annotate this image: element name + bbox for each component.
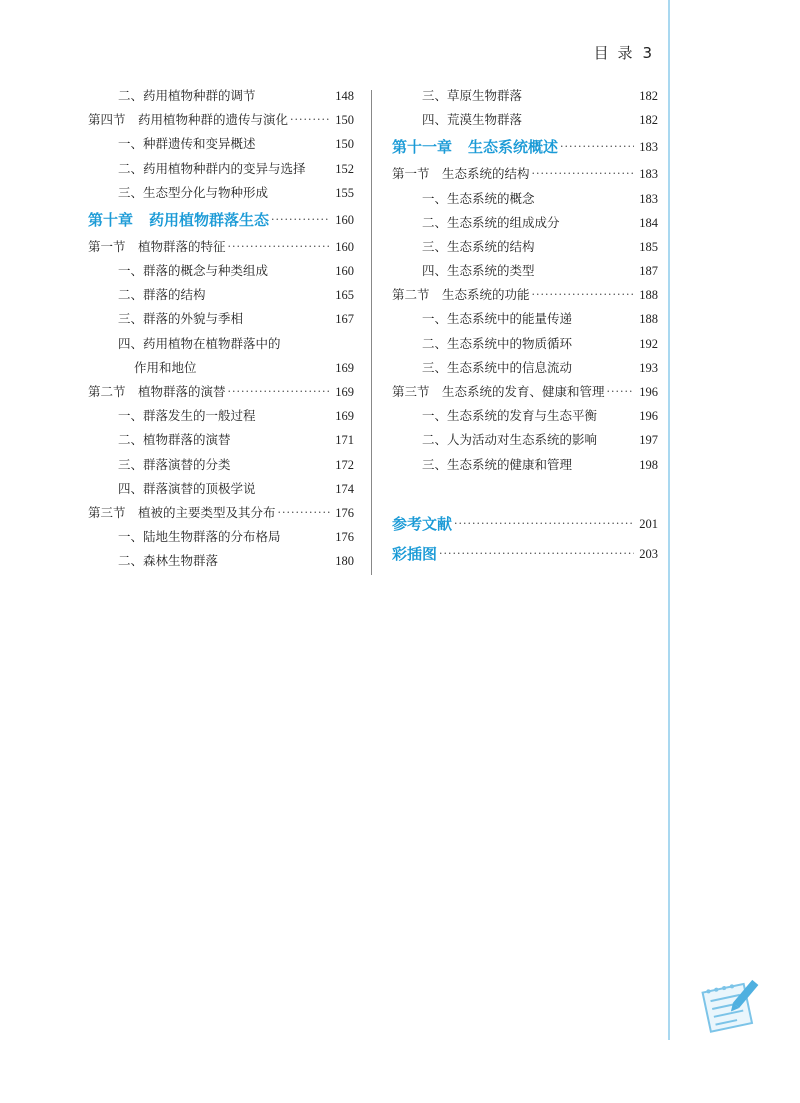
- entry-title: 四、药用植物在植物群落中的: [118, 335, 281, 351]
- toc-item-continued[interactable]: [88, 356, 354, 380]
- entry-page-number: 193: [639, 360, 658, 375]
- entry-title: 第四节 药用植物种群的遗传与演化: [88, 112, 289, 128]
- leader-dots: [532, 283, 634, 307]
- toc-item[interactable]: [88, 84, 354, 108]
- toc-item[interactable]: [88, 181, 354, 205]
- running-header: [594, 42, 652, 63]
- entry-page-number: 172: [335, 457, 354, 472]
- entry-title: 一、群落的概念与种类组成: [118, 263, 269, 279]
- page-number: 3: [642, 44, 652, 62]
- entry-title: 作用和地位: [134, 359, 197, 375]
- entry-title: 三、生态型分化与物种形成: [118, 184, 269, 200]
- entry-page-number: 169: [335, 409, 354, 424]
- entry-page-number: 196: [639, 409, 658, 424]
- entry-title: 一、陆地生物群落的分布格局: [118, 529, 281, 545]
- entry-title: 四、荒漠生物群落: [422, 112, 523, 128]
- entry-title: 二、药用植物种群内的变异与选择: [118, 160, 306, 176]
- entry-title: 第三节 植被的主要类型及其分布: [88, 504, 276, 520]
- entry-page-number: 183: [639, 140, 658, 155]
- entry-title: 三、群落的外貌与季相: [118, 311, 244, 327]
- toc-section[interactable]: [88, 380, 354, 404]
- entry-page-number: 185: [639, 239, 658, 254]
- leader-dots: [454, 509, 634, 539]
- entry-title: 三、群落演替的分类: [118, 456, 231, 472]
- entry-title: 第一节 植物群落的特征: [88, 238, 226, 254]
- toc-item[interactable]: [392, 308, 658, 332]
- entry-title: 二、森林生物群落: [118, 553, 219, 569]
- entry-page-number: 176: [335, 530, 354, 545]
- toc-section[interactable]: [88, 108, 354, 132]
- toc-right-column: [392, 84, 658, 569]
- toc-section[interactable]: [88, 501, 354, 525]
- toc-item[interactable]: [88, 428, 354, 452]
- entry-page-number: 183: [639, 191, 658, 206]
- entry-title: 四、生态系统的类型: [422, 263, 535, 279]
- chapter-title: 药用植物群落生态: [149, 210, 270, 229]
- entry-page-number: 160: [335, 264, 354, 279]
- toc-item[interactable]: [88, 477, 354, 501]
- chapter-heading: [88, 205, 269, 235]
- toc-item[interactable]: [392, 211, 658, 235]
- entry-page-number: 187: [639, 264, 658, 279]
- toc-item[interactable]: [392, 332, 658, 356]
- toc-item[interactable]: [392, 187, 658, 211]
- chapter-title: 生态系统概述: [468, 138, 559, 157]
- entry-title: 第二节 生态系统的功能: [392, 287, 530, 303]
- toc-item[interactable]: [88, 453, 354, 477]
- entry-page-number: 165: [335, 288, 354, 303]
- entry-page-number: 188: [639, 312, 658, 327]
- toc-item[interactable]: [392, 235, 658, 259]
- entry-page-number: 150: [335, 137, 354, 152]
- entry-page-number: 160: [335, 239, 354, 254]
- leader-dots: [439, 539, 634, 569]
- entry-title: 参考文献: [392, 514, 453, 533]
- toc-item[interactable]: [88, 308, 354, 332]
- column-divider: [371, 90, 372, 575]
- toc-item[interactable]: [88, 283, 354, 307]
- toc-section[interactable]: [88, 235, 354, 259]
- leader-dots: [290, 108, 330, 132]
- entry-page-number: 188: [639, 288, 658, 303]
- chapter-number: 第十章: [88, 210, 134, 229]
- toc-backmatter[interactable]: [392, 509, 658, 539]
- entry-title: 彩插图: [392, 544, 438, 563]
- entry-page-number: 150: [335, 113, 354, 128]
- leader-dots: [607, 380, 634, 404]
- toc-section[interactable]: [392, 380, 658, 404]
- entry-title: 三、草原生物群落: [422, 87, 523, 103]
- toc-item[interactable]: [88, 332, 354, 356]
- entry-title: 四、群落演替的顶极学说: [118, 480, 256, 496]
- entry-title: 二、植物群落的演替: [118, 432, 231, 448]
- entry-page-number: 169: [335, 385, 354, 400]
- entry-page-number: 155: [335, 185, 354, 200]
- chapter-heading: [392, 132, 558, 162]
- entry-page-number: 174: [335, 481, 354, 496]
- entry-title: 一、生态系统中的能量传递: [422, 311, 573, 327]
- toc-item[interactable]: [392, 259, 658, 283]
- toc-item[interactable]: [88, 132, 354, 156]
- entry-page-number: 176: [335, 505, 354, 520]
- entry-title: 第三节 生态系统的发育、健康和管理: [392, 384, 605, 400]
- entry-title: 二、人为活动对生态系统的影响: [422, 432, 598, 448]
- toc-section[interactable]: [392, 283, 658, 307]
- entry-page-number: 182: [639, 113, 658, 128]
- chapter-number: 第十一章: [392, 138, 453, 157]
- entry-title: 二、生态系统中的物质循环: [422, 335, 573, 351]
- toc-item[interactable]: [392, 84, 658, 108]
- toc-chapter[interactable]: [88, 205, 354, 235]
- toc-section[interactable]: [392, 162, 658, 186]
- toc-spacer: [392, 477, 658, 509]
- entry-page-number: 180: [335, 554, 354, 569]
- toc-chapter[interactable]: [392, 132, 658, 162]
- toc-backmatter[interactable]: [392, 539, 658, 569]
- entry-page-number: 182: [639, 88, 658, 103]
- toc-item[interactable]: [88, 259, 354, 283]
- toc-item[interactable]: [392, 428, 658, 452]
- notepad-pencil-icon: [700, 975, 762, 1041]
- toc-item[interactable]: [88, 157, 354, 181]
- entry-page-number: 197: [639, 433, 658, 448]
- entry-title: 一、种群遗传和变异概述: [118, 136, 256, 152]
- entry-title: 一、群落发生的一般过程: [118, 408, 256, 424]
- entry-page-number: 148: [335, 88, 354, 103]
- page-edge-rule: [668, 0, 670, 1040]
- leader-dots: [560, 132, 634, 162]
- entry-page-number: 192: [639, 336, 658, 351]
- toc-item[interactable]: [88, 525, 354, 549]
- entry-page-number: 167: [335, 312, 354, 327]
- entry-page-number: 196: [639, 385, 658, 400]
- header-title: 目 录: [593, 44, 635, 62]
- entry-title: 第二节 植物群落的演替: [88, 384, 226, 400]
- leader-dots: [278, 501, 330, 525]
- entry-title: 三、生态系统中的信息流动: [422, 359, 573, 375]
- toc-item[interactable]: [392, 453, 658, 477]
- entry-title: 二、生态系统的组成成分: [422, 214, 560, 230]
- entry-page-number: 183: [639, 167, 658, 182]
- toc-item[interactable]: [392, 404, 658, 428]
- entry-page-number: 198: [639, 457, 658, 472]
- toc-item[interactable]: [392, 356, 658, 380]
- entry-page-number: 169: [335, 360, 354, 375]
- toc-item[interactable]: [88, 549, 354, 573]
- entry-title: 一、生态系统的概念: [422, 190, 535, 206]
- leader-dots: [228, 380, 330, 404]
- leader-dots: [228, 235, 330, 259]
- leader-dots: [271, 205, 330, 235]
- entry-page-number: 184: [639, 215, 658, 230]
- entry-page-number: 160: [335, 212, 354, 227]
- leader-dots: [532, 162, 634, 186]
- entry-title: 三、生态系统的结构: [422, 238, 535, 254]
- entry-title: 二、群落的结构: [118, 287, 206, 303]
- entry-page-number: 171: [335, 433, 354, 448]
- entry-page-number: 201: [639, 516, 658, 531]
- toc-item[interactable]: [392, 108, 658, 132]
- entry-title: 一、生态系统的发育与生态平衡: [422, 408, 598, 424]
- toc-item[interactable]: [88, 404, 354, 428]
- entry-title: 二、药用植物种群的调节: [118, 87, 256, 103]
- entry-title: 第一节 生态系统的结构: [392, 166, 530, 182]
- entry-page-number: 203: [639, 546, 658, 561]
- toc-left-column: [88, 84, 354, 574]
- entry-page-number: 152: [335, 161, 354, 176]
- entry-title: 三、生态系统的健康和管理: [422, 456, 573, 472]
